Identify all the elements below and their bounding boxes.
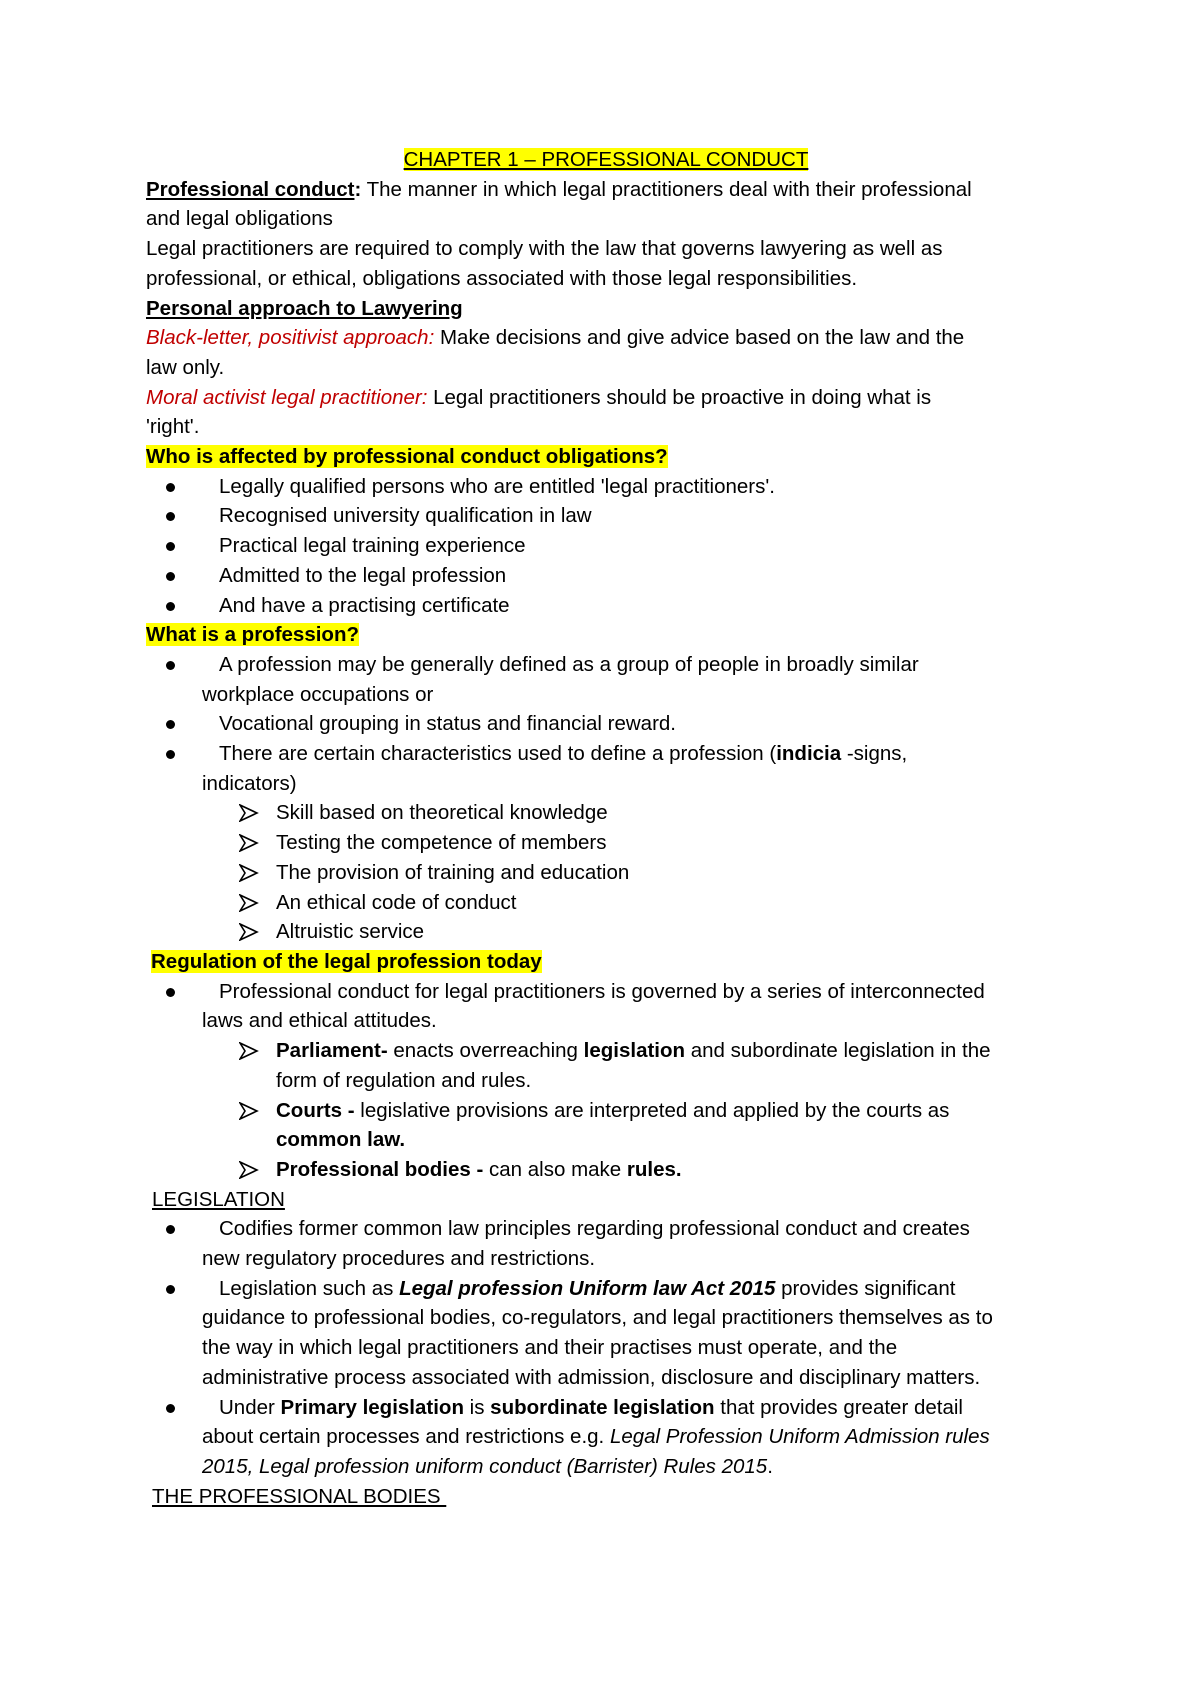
bullet-icon <box>166 988 175 997</box>
list-item: There are certain characteristics used to define a profession (indicia -signs, <box>146 739 1066 769</box>
list-item: Legally qualified persons who are entitled 'legal practitioners'. <box>146 472 1066 502</box>
moral-activist-line-1: Moral activist legal practitioner: Legal practitioners should be proactive in doing what is <box>146 385 932 409</box>
bullet-icon <box>166 572 175 581</box>
sub-list-item: An ethical code of conduct <box>146 888 1066 918</box>
intro-paragraph-line-2: professional, or ethical, obligations associated with those legal responsibilities. <box>146 266 858 290</box>
professional-bodies-heading: THE PROFESSIONAL BODIES <box>152 1484 447 1508</box>
arrow-bullet-icon <box>239 923 259 941</box>
sub-list-item: Testing the competence of members <box>146 828 1066 858</box>
document-content <box>146 145 1066 1511</box>
list-item-continuation: guidance to professional bodies, co-regulators, and legal practitioners themselves as to <box>202 1306 993 1330</box>
sub-list-item: Parliament- enacts overreaching legislation and subordinate legislation in the <box>146 1036 1066 1066</box>
arrow-bullet-icon <box>239 1102 259 1120</box>
arrow-bullet-icon <box>239 1042 259 1060</box>
bullet-icon <box>166 542 175 551</box>
list-item-continuation: 2015, Legal profession uniform conduct (Barrister) Rules 2015. <box>202 1454 773 1478</box>
list-item-continuation: workplace occupations or <box>202 682 434 706</box>
bullet-icon <box>166 483 175 492</box>
moral-activist-line-2: 'right'. <box>146 415 200 439</box>
sub-list-item: Courts - legislative provisions are interpreted and applied by the courts as <box>146 1096 1066 1126</box>
bullet-icon <box>166 750 175 759</box>
arrow-bullet-icon <box>239 864 259 882</box>
list-item: A profession may be generally defined as a group of people in broadly similar <box>146 650 1066 680</box>
bullet-icon <box>166 1404 175 1413</box>
list-item: And have a practising certificate <box>146 591 1066 621</box>
intro-paragraph-line-1: Legal practitioners are required to comply with the law that governs lawyering as well as <box>146 237 943 261</box>
list-item-continuation: new regulatory procedures and restrictions. <box>202 1247 596 1271</box>
list-item: Legislation such as Legal profession Uniform law Act 2015 provides significant <box>146 1274 1066 1304</box>
black-letter-line-1: Black-letter, positivist approach: Make decisions and give advice based on the law and the <box>146 326 965 350</box>
bullet-icon <box>166 512 175 521</box>
bullet-icon <box>166 661 175 670</box>
approach-heading: Personal approach to Lawyering <box>146 296 463 320</box>
chapter-title: CHAPTER 1 – PROFESSIONAL CONDUCT <box>403 148 809 171</box>
legislation-heading: LEGISLATION <box>152 1187 285 1211</box>
list-item: Practical legal training experience <box>146 531 1066 561</box>
list-item: Codifies former common law principles regarding professional conduct and creates <box>146 1214 1066 1244</box>
list-item-continuation: indicators) <box>202 771 297 795</box>
arrow-bullet-icon <box>239 894 259 912</box>
sub-list-item: Altruistic service <box>146 917 1066 947</box>
list-item: Recognised university qualification in law <box>146 501 1066 531</box>
sub-list-item: The provision of training and education <box>146 858 1066 888</box>
bullet-icon <box>166 602 175 611</box>
list-item: Admitted to the legal profession <box>146 561 1066 591</box>
list-item-continuation: laws and ethical attitudes. <box>202 1009 437 1033</box>
sub-list-item: Skill based on theoretical knowledge <box>146 798 1066 828</box>
bullet-icon <box>166 720 175 729</box>
intro-definition-line-1: Professional conduct: The manner in which legal practitioners deal with their professional <box>146 177 972 201</box>
list-item: Professional conduct for legal practitioners is governed by a series of interconnected <box>146 977 1066 1007</box>
list-item-continuation: the way in which legal practitioners and their practises must operate, and the <box>202 1336 898 1360</box>
list-item-continuation: about certain processes and restrictions e.g. Legal Profession Uniform Admission rules <box>202 1425 990 1449</box>
profession-heading: What is a profession? <box>146 623 359 647</box>
sub-list-item-continuation: common law. <box>276 1128 406 1152</box>
affected-heading: Who is affected by professional conduct obligations? <box>146 445 668 469</box>
arrow-bullet-icon <box>239 804 259 822</box>
bullet-icon <box>166 1285 175 1294</box>
arrow-bullet-icon <box>239 1161 259 1179</box>
sub-list-item-continuation: form of regulation and rules. <box>276 1068 532 1092</box>
intro-definition-line-2: and legal obligations <box>146 207 333 231</box>
list-item: Vocational grouping in status and financial reward. <box>146 709 1066 739</box>
black-letter-line-2: law only. <box>146 355 225 379</box>
sub-list-item: Professional bodies - can also make rules. <box>146 1155 1066 1185</box>
arrow-bullet-icon <box>239 834 259 852</box>
regulation-heading: Regulation of the legal profession today <box>151 949 542 973</box>
list-item: Under Primary legislation is subordinate legislation that provides greater detail <box>146 1393 1066 1423</box>
bullet-icon <box>166 1225 175 1234</box>
list-item-continuation: administrative process associated with admission, disclosure and disciplinary matters. <box>202 1365 981 1389</box>
